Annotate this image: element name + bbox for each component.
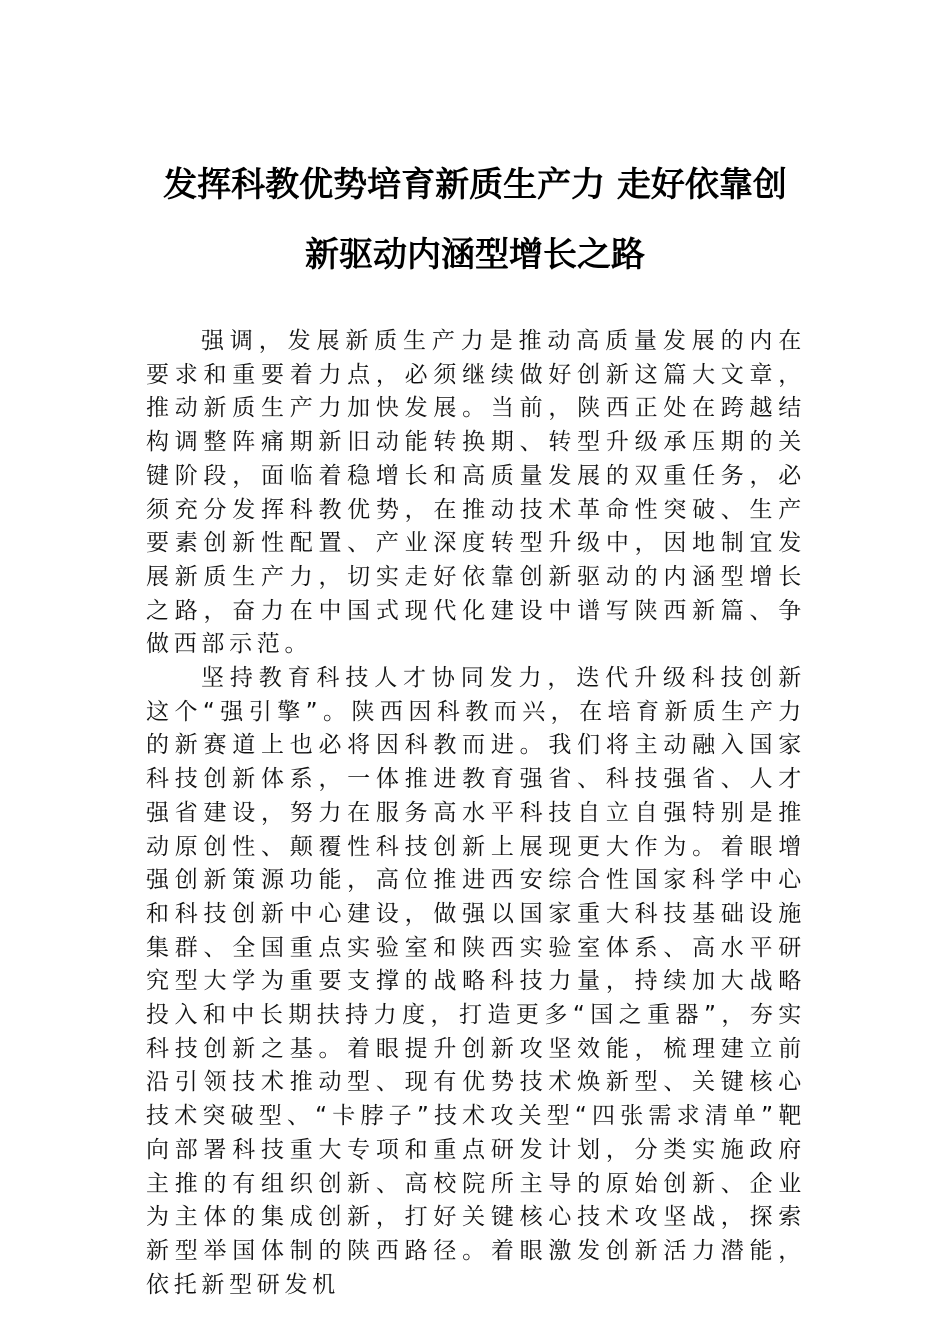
title-line-1: 发挥科教优势培育新质生产力 走好依靠创: [163, 165, 787, 205]
title-line-2: 新驱动内涵型增长之路: [305, 235, 645, 275]
body-paragraph-2: 坚持教育科技人才协同发力，迭代升级科技创新这个“强引擎”。陕西因科教而兴，在培育新质生产力的新赛道上也必将因科教而进。我们将主动融入国家科技创新体系，一体推进教育强省、科技强省、人才强省建设，努力在服务高水平科技自立自强特别是推动原创性、颠覆性科技创新上展现更大作为。着眼增强创新策源功能，高位推进西安综合性国家科学中心和科技创新中心建设，做强以国家重大科技基础设施集群、全国重点实验室和陕西实验室体系、高水平研究型大学为重要支撑的战略科技力量，持续加大战略投入和中长期扶持力度，打造更多“国之重器”，夯实科技创新之基。着眼提升创新攻坚效能，梳理建立前沿引领技术推动型、现有优势技术焕新型、关键核心技术突破型、“卡脖子”技术攻关型“四张需求清单”靶向部署科技重大专项和重点研发计划，分类实施政府主推的有组织创新、高校院所主导的原始创新、企业为主体的集成创新，打好关键核心技术攻坚战，探索新型举国体制的陕西路径。着眼激发创新活力潜能，依托新型研发机: [146, 665, 806, 1298]
document-body: [146, 325, 806, 1302]
body-paragraph-1: 强调，发展新质生产力是推动高质量发展的内在要求和重要着力点，必须继续做好创新这篇大文章，推动新质生产力加快发展。当前，陕西正处在跨越结构调整阵痛期新旧动能转换期、转型升级承压期的关键阶段，面临着稳增长和高质量发展的双重任务，必须充分发挥科教优势，在推动技术革命性突破、生产要素创新性配置、产业深度转型升级中，因地制宜发展新质生产力，切实走好依靠创新驱动的内涵型增长之路，奋力在中国式现代化建设中谱写陕西新篇、争做西部示范。: [146, 328, 806, 658]
document-title: [140, 150, 810, 290]
